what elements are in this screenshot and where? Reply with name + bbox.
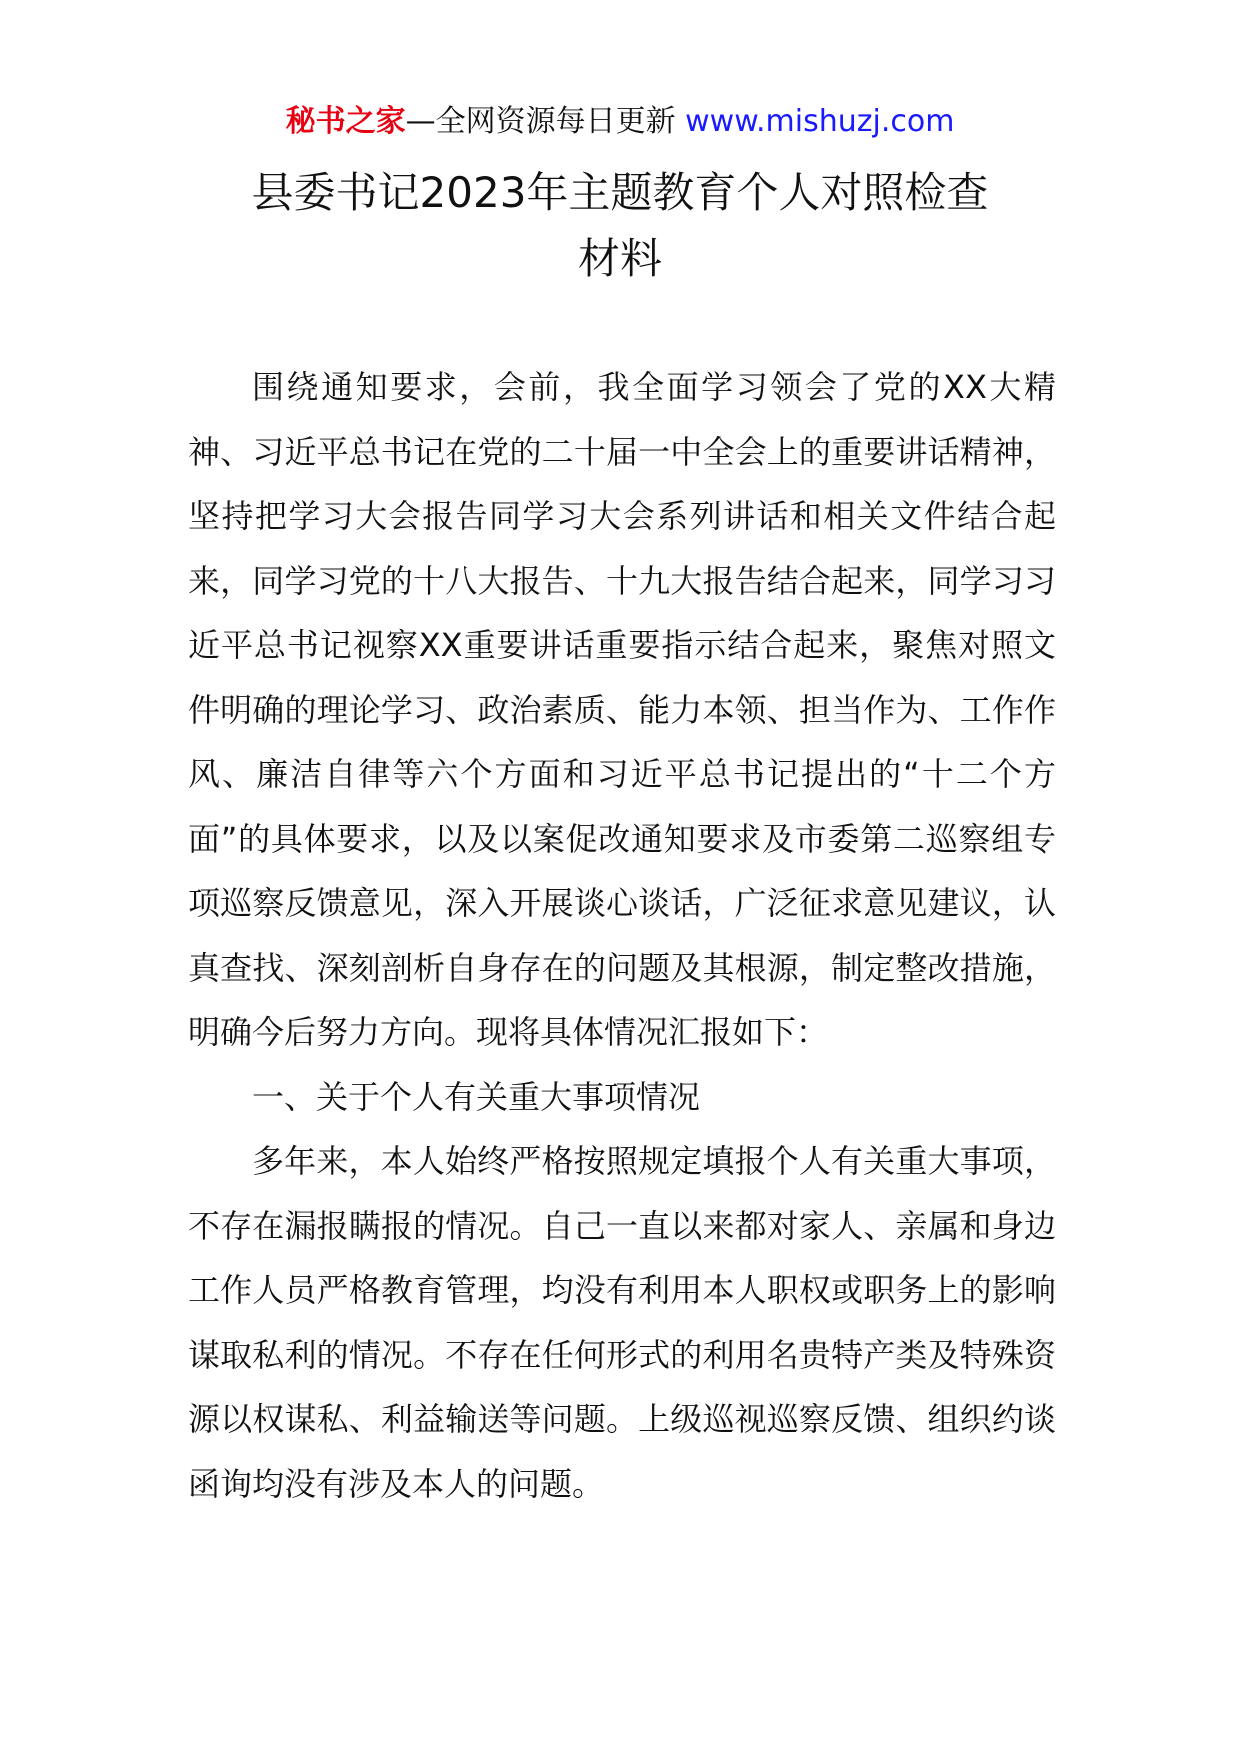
document-body — [188, 355, 1056, 1516]
paragraph-section-1: 多年来，本人始终严格按照规定填报个人有关重大事项，不存在漏报瞒报的情况。自己一直以来都对家人、亲属和身边工作人员严格教育管理，均没有利用本人职权或职务上的影响谋取私利的情况。不存在任何形式的利用名贵特产类及特殊资源以权谋私、利益输送等问题。上级巡视巡察反馈、组织约谈函询均没有涉及本人的问题。 — [188, 1142, 1056, 1503]
header-tagline: —全网资源每日更新 — [405, 104, 676, 139]
brand-name: 秘书之家 — [285, 104, 406, 139]
document-title — [180, 160, 1060, 292]
header-banner — [0, 102, 1240, 142]
document-title-line-2: 材料 — [577, 234, 662, 283]
section-heading: 一、关于个人有关重大事项情况 — [252, 1077, 701, 1116]
document-title-line-1: 县委书记2023年主题教育个人对照检查 — [251, 168, 989, 217]
site-url-link[interactable]: www.mishuzj.com — [685, 104, 955, 139]
paragraph-intro: 围绕通知要求，会前，我全面学习领会了党的XX大精神、习近平总书记在党的二十届一中全会上的重要讲话精神，坚持把学习大会报告同学习大会系列讲话和相关文件结合起来，同学习党的十八大报告、十九大报告结合起来，同学习习近平总书记视察XX重要讲话重要指示结合起来，聚焦对照文件明确的理论学习、政治素质、能力本领、担当作为、工作作风、廉洁自律等六个方面和习近平总书记提出的“十二个方面”的具体要求，以及以案促改通知要求及市委第二巡察组专项巡察反馈意见，深入开展谈心谈话，广泛征求意见建议，认真查找、深刻剖析自身存在的问题及其根源，制定整改措施，明确今后努力方向。现将具体情况汇报如下： — [188, 368, 1056, 1051]
